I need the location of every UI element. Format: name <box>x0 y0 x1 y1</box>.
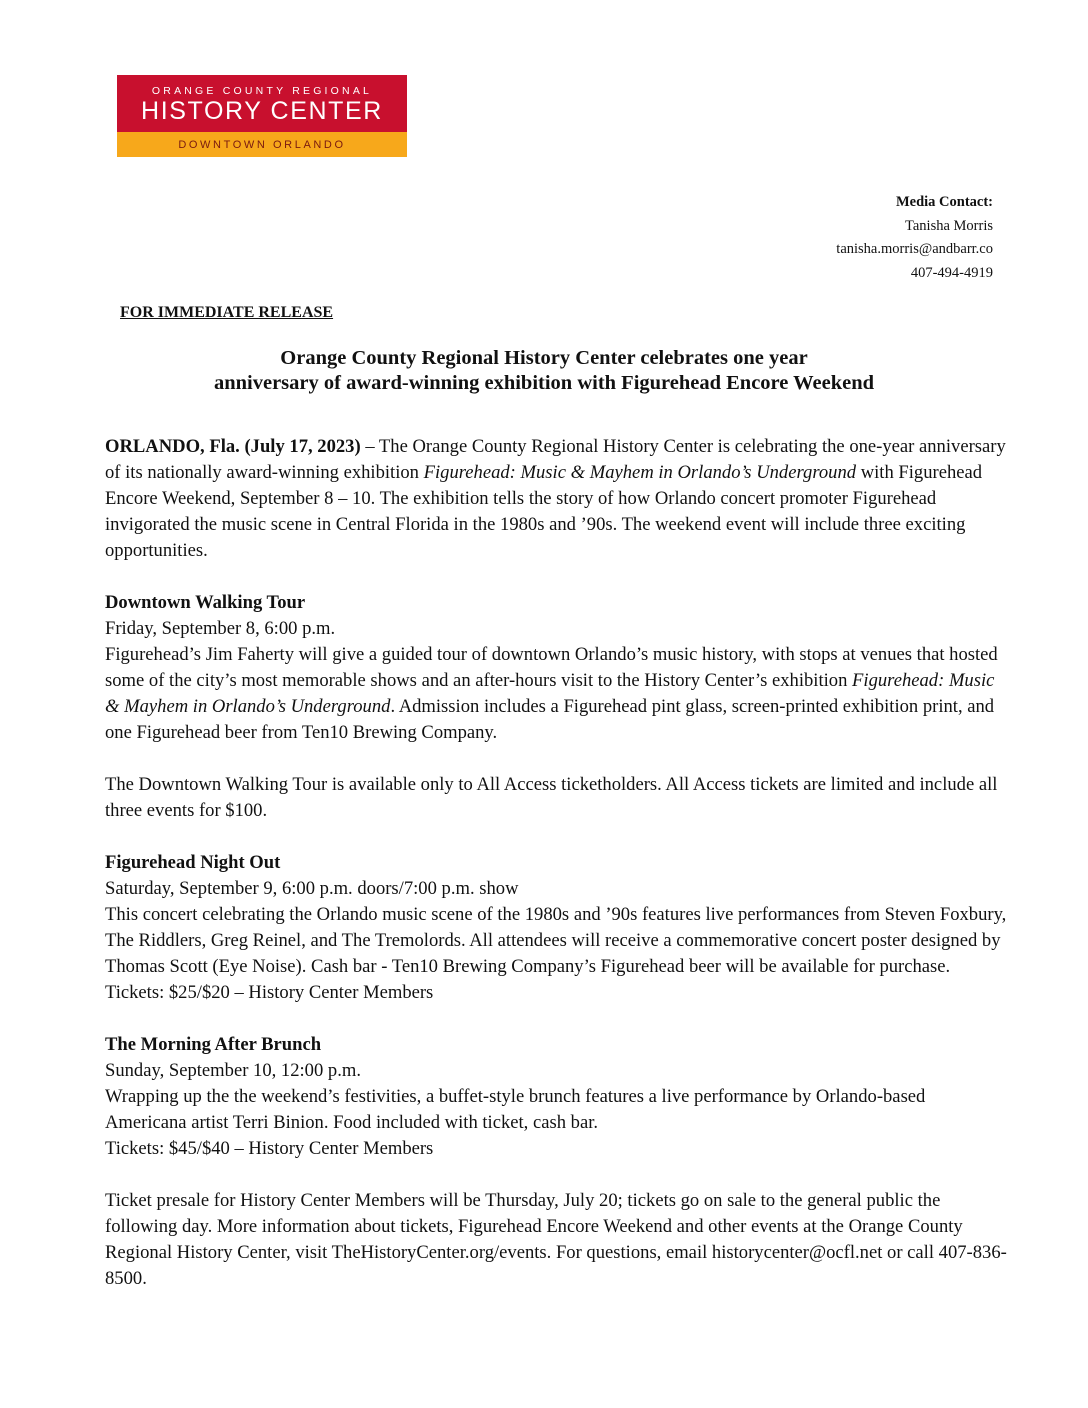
logo-line-1: ORANGE COUNTY REGIONAL <box>151 84 373 97</box>
intro-text-2: with Figurehead Encore Weekend, September 8 – 10. The exhibition tells the story of how Orlando concert promoter Figurehead invigorated the music scene in Central Florida in the 1980s and ’90s. The weekend event will include three exciting opportunities. <box>105 462 983 561</box>
logo-orange-band <box>117 132 407 157</box>
walking-tour-section <box>105 590 1010 746</box>
media-contact-block <box>836 191 993 285</box>
walking-tour-text-2: . Admission includes a Figurehead pint glass, screen-printed exhibition print, and one Figurehead beer from Ten10 Brewing Company. <box>105 696 995 743</box>
night-out-title: Figurehead Night Out <box>105 852 281 873</box>
night-out-text: This concert celebrating the Orlando music scene of the 1980s and ’90s features live performances from Steven Foxbury, The Riddlers, Greg Reinel, and The Tremolords. All attendees will receive a commemorative concert poster designed by Thomas Scott (Eye Noise). Cash bar - Ten10 Brewing Company’s Figurehead beer will be available for purchase. <box>105 904 1007 977</box>
brunch-title: The Morning After Brunch <box>105 1034 322 1055</box>
intro-paragraph <box>105 434 1010 564</box>
media-contact-name: Tanisha Morris <box>905 217 993 234</box>
closing-paragraph: Ticket presale for History Center Members will be Thursday, July 20; tickets go on sale to the general public the following day. More information about tickets, Figurehead Encore Weekend and other events at the Orange County Regional History Center, visit TheHistoryCenter.org/events. For questions, email historycenter@ocfl.net or call 407-836-8500. <box>105 1190 1007 1289</box>
brunch-section <box>105 1032 1010 1162</box>
media-contact-email: tanisha.morris@andbarr.co <box>836 241 993 257</box>
release-notice: FOR IMMEDIATE RELEASE <box>120 304 334 321</box>
logo-red-band <box>117 75 407 132</box>
headline-line-2: anniversary of award-winning exhibition with Figurehead Encore Weekend <box>213 372 875 394</box>
brunch-tickets: Tickets: $45/$40 – History Center Members <box>105 1138 434 1159</box>
headline <box>70 346 1018 396</box>
media-contact-phone: 407-494-4919 <box>910 264 993 281</box>
brunch-when: Sunday, September 10, 12:00 p.m. <box>105 1060 361 1081</box>
media-contact-label: Media Contact: <box>895 194 993 210</box>
walking-tour-note: The Downtown Walking Tour is available only to All Access ticketholders. All Access tickets are limited and include all three events for $100. <box>105 774 998 821</box>
night-out-section <box>105 850 1010 1006</box>
walking-tour-when: Friday, September 8, 6:00 p.m. <box>105 618 336 639</box>
exhibition-title: Figurehead: Music & Mayhem in Orlando’s Underground <box>423 462 857 483</box>
walking-tour-text-1: Figurehead’s Jim Faherty will give a guided tour of downtown Orlando’s music history, with stops at venues that hosted some of the city’s most memorable shows and an after-hours visit to the History Center’s exhibition <box>105 644 998 691</box>
logo-line-2: HISTORY CENTER <box>141 96 383 125</box>
intro-text-1: – The Orange County Regional History Center is celebrating the one-year anniversary of its nationally award-winning exhibition <box>105 436 1006 483</box>
dateline: ORLANDO, Fla. (July 17, 2023) <box>105 436 361 457</box>
brunch-text: Wrapping up the the weekend’s festivities, a buffet-style brunch features a live performance by Orlando-based Americana artist Terri Binion. Food included with ticket, cash bar. <box>105 1086 926 1133</box>
headline-line-1: Orange County Regional History Center celebrates one year <box>280 347 808 369</box>
night-out-when: Saturday, September 9, 6:00 p.m. doors/7:00 p.m. show <box>105 878 519 899</box>
walking-tour-exhibition: Figurehead: Music & Mayhem in Orlando’s Underground <box>105 670 995 717</box>
walking-tour-title: Downtown Walking Tour <box>105 592 306 613</box>
history-center-logo <box>117 75 407 157</box>
press-release-body <box>105 434 1010 1318</box>
logo-line-3: DOWNTOWN ORLANDO <box>178 138 346 151</box>
night-out-tickets: Tickets: $25/$20 – History Center Members <box>105 982 434 1003</box>
